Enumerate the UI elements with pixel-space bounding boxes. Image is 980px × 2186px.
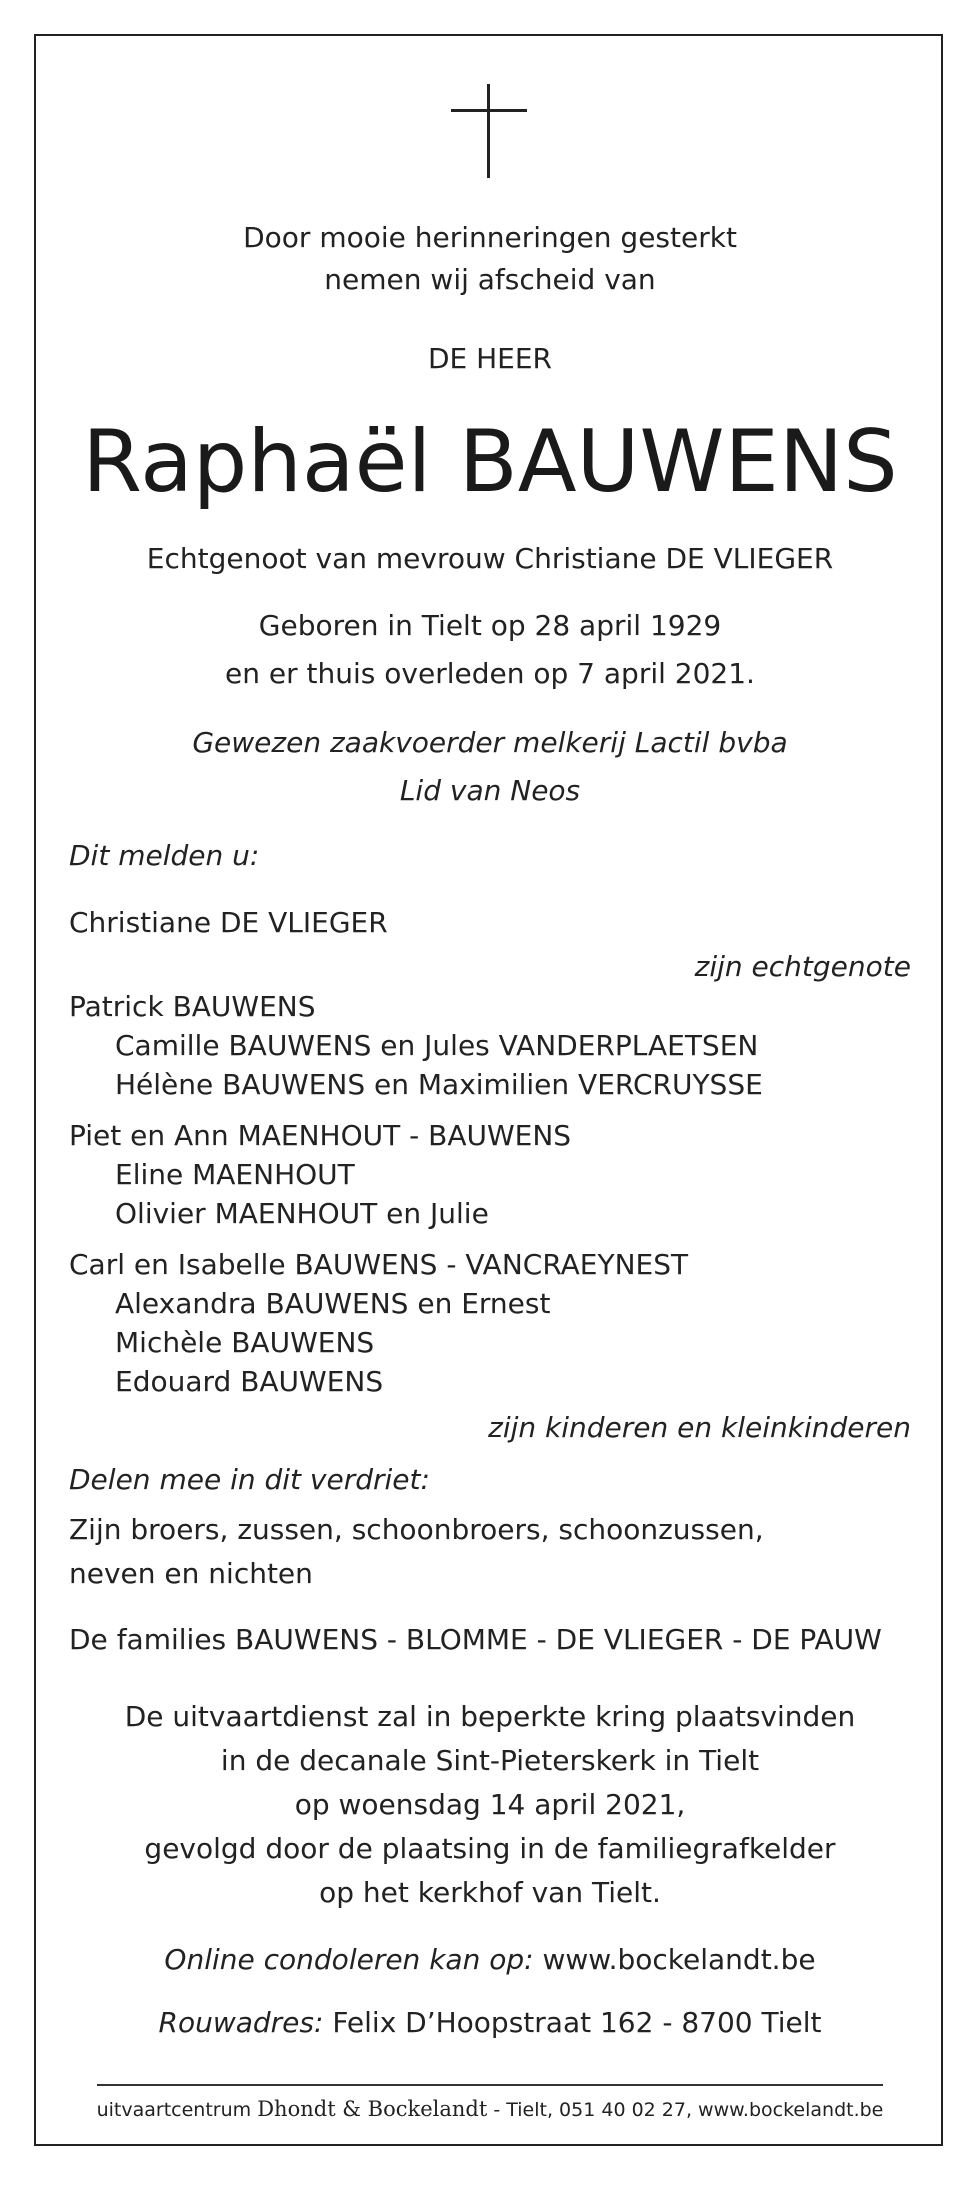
address-label: Rouwadres:	[158, 2006, 324, 2039]
salutation: DE HEER	[427, 342, 553, 375]
deceased-name: Raphaël BAUWENS	[82, 412, 898, 512]
footer-details: - Tielt, 051 40 02 27, www.bockelandt.be	[493, 2099, 884, 2121]
cross-icon	[451, 84, 527, 178]
share-heading: Delen mee in dit verdriet:	[69, 1463, 430, 1496]
birth-line: Geboren in Tielt op 28 april 1929	[258, 609, 722, 642]
share-line-2: neven en nichten	[69, 1557, 313, 1590]
footer-divider	[97, 2084, 883, 2086]
death-line: en er thuis overleden op 7 april 2021.	[225, 657, 755, 690]
footer-prefix: uitvaartcentrum	[96, 2099, 252, 2121]
family-member: Edouard BAUWENS	[115, 1365, 384, 1398]
family-head-2: Piet en Ann MAENHOUT - BAUWENS	[69, 1119, 572, 1152]
share-line-1: Zijn broers, zussen, schoonbroers, schoonzussen,	[69, 1513, 764, 1546]
families-line: De families BAUWENS - BLOMME - DE VLIEGER - DE PAUW	[69, 1623, 882, 1656]
service-line-5: op het kerkhof van Tielt.	[319, 1876, 661, 1909]
online-label: Online condoleren kan op:	[164, 1943, 534, 1976]
spouse-relation: zijn echtgenote	[694, 950, 911, 983]
mourning-address	[0, 2005, 980, 2041]
family-member: Olivier MAENHOUT en Julie	[115, 1197, 489, 1230]
family-member: Hélène BAUWENS en Maximilien VERCRUYSSE	[115, 1068, 763, 1101]
children-relation: zijn kinderen en kleinkinderen	[488, 1411, 911, 1444]
family-head-3: Carl en Isabelle BAUWENS - VANCRAEYNEST	[69, 1248, 689, 1281]
family-head-1: Patrick BAUWENS	[69, 990, 316, 1023]
spouse-name: Christiane DE VLIEGER	[69, 906, 388, 939]
announce-heading: Dit melden u:	[69, 839, 260, 872]
family-member: Eline MAENHOUT	[115, 1158, 355, 1191]
service-line-2: in de decanale Sint-Pieterskerk in Tielt	[220, 1744, 760, 1777]
footer	[0, 2096, 980, 2123]
footer-firm: Dhondt & Bockelandt	[257, 2097, 488, 2121]
service-line-4: gevolgd door de plaatsing in de familiegrafkelder	[144, 1832, 836, 1865]
family-member: Alexandra BAUWENS en Ernest	[115, 1287, 551, 1320]
role-line-1: Gewezen zaakvoerder melkerij Lactil bvba	[192, 726, 788, 759]
family-member: Camille BAUWENS en Jules VANDERPLAETSEN	[115, 1029, 759, 1062]
spouse-line: Echtgenoot van mevrouw Christiane DE VLIEGER	[146, 542, 834, 575]
online-url-link[interactable]: www.bockelandt.be	[542, 1943, 816, 1976]
address-text: Felix D’Hoopstraat 162 - 8700 Tielt	[332, 2006, 822, 2039]
service-line-1: De uitvaartdienst zal in beperkte kring plaatsvinden	[124, 1700, 856, 1733]
role-line-2: Lid van Neos	[399, 774, 581, 807]
service-line-3: op woensdag 14 april 2021,	[294, 1788, 686, 1821]
intro-line-1: Door mooie herinneringen gesterkt	[243, 221, 737, 254]
online-condolence	[0, 1942, 980, 1978]
family-member: Michèle BAUWENS	[115, 1326, 375, 1359]
intro-line-2: nemen wij afscheid van	[324, 263, 656, 296]
